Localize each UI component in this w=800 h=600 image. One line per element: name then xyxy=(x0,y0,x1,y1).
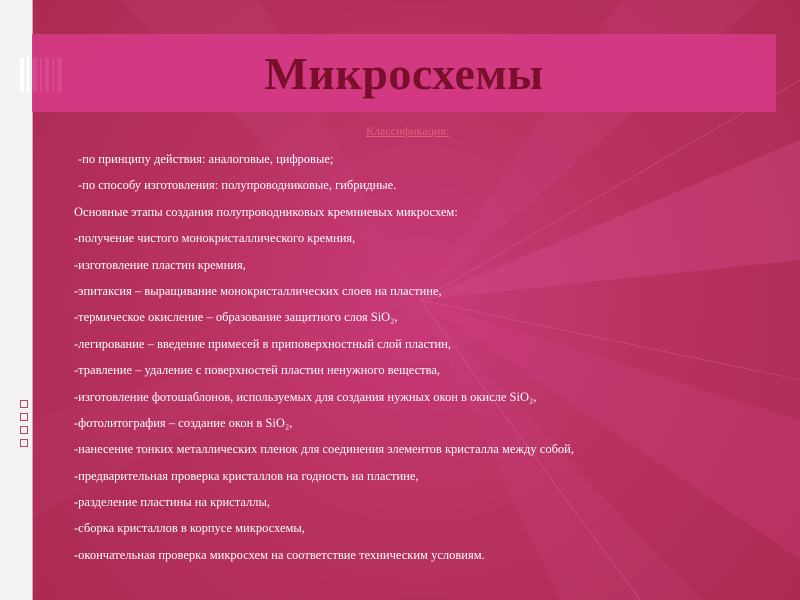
text-line: -предварительная проверка кристаллов на годность на пластине, xyxy=(74,468,419,483)
text-line: -по способу изготовления: полупроводниковые, гибридные. xyxy=(78,178,397,193)
text-line: -легирование – введение примесей в приповерхностный слой пластин, xyxy=(74,336,451,351)
body-text xyxy=(74,150,774,572)
square-icon xyxy=(20,439,28,447)
text-line: -эпитаксия – выращивание монокристаллических слоев на пластине, xyxy=(74,283,442,298)
classification-label: Классификация: xyxy=(366,124,450,138)
text-line: -окончательная проверка микросхем на соответствие техническим условиям. xyxy=(74,547,485,562)
text-line: -нанесение тонких металлических пленок для соединения элементов кристалла между собой, xyxy=(74,442,574,457)
square-icon xyxy=(20,413,28,421)
text-line: -термическое окисление – образование защитного слоя SiO₂, xyxy=(74,310,398,325)
text-line: -получение чистого монокристаллического кремния, xyxy=(74,231,356,246)
text-line: -травление – удаление с поверхностей пластин ненужного вещества, xyxy=(74,363,441,378)
decor-squares xyxy=(20,400,28,452)
text-line: -по принципу действия: аналоговые, цифровые; xyxy=(78,152,334,166)
text-line: -фотолитография – создание окон в SiO₂, xyxy=(74,415,293,430)
text-line: -изготовление фотошаблонов, используемых для создания нужных окон в окисле SiO₂, xyxy=(74,389,537,404)
square-icon xyxy=(20,426,28,434)
text-line: -изготовление пластин кремния, xyxy=(74,257,246,272)
slide-title: Микросхемы xyxy=(264,47,544,99)
text-line: -разделение пластины на кристаллы, xyxy=(74,495,271,510)
text-line: -сборка кристаллов в корпусе микросхемы, xyxy=(74,521,305,536)
text-line: Основные этапы создания полупроводниковых кремниевых микросхем: xyxy=(74,204,458,219)
square-icon xyxy=(20,400,28,408)
